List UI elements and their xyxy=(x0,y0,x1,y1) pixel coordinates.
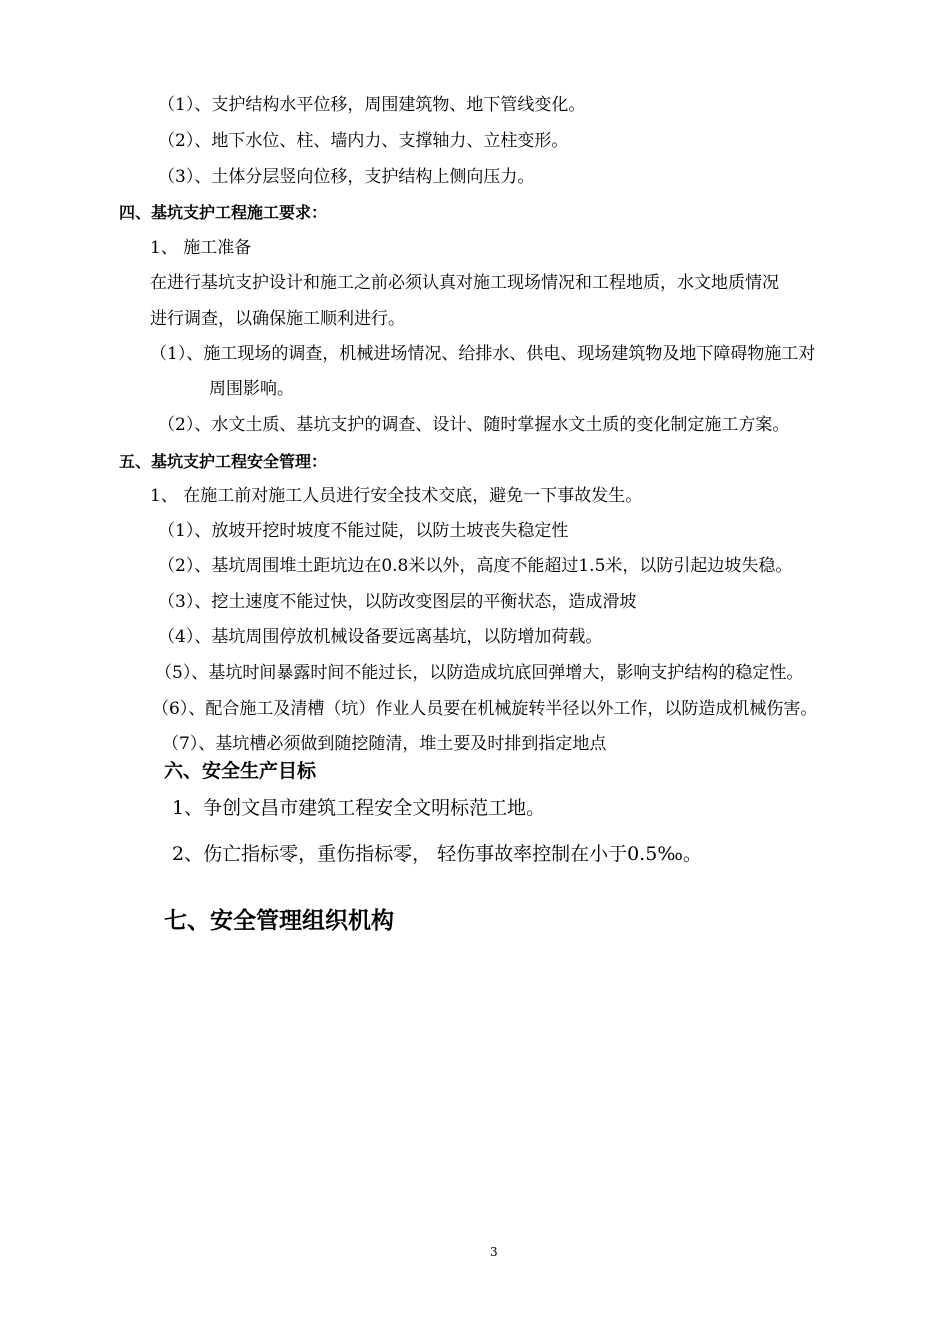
monitoring-item-2: （2）、地下水位、柱、墙内力、支撑轴力、立柱变形。 xyxy=(158,131,569,151)
safety-item-6: （6）、配合施工及清槽（坑）作业人员要在机械旋转半径以外工作，以防造成机械伤害。 xyxy=(152,699,818,719)
page-number: 3 xyxy=(490,1245,498,1259)
safety-goal-2: 2、伤亡指标零，重伤指标零， 轻伤事故率控制在小于0.5‰。 xyxy=(172,843,702,865)
safety-item-7: （7）、基坑槽必须做到随挖随清，堆土要及时排到指定地点 xyxy=(162,734,607,754)
section4-subheading: 1、 施工准备 xyxy=(150,238,252,258)
safety-item-2: （2）、基坑周围堆土距坑边在0.8米以外，高度不能超过1.5米，以防引起边坡失稳。 xyxy=(158,556,793,576)
section7-heading: 七、安全管理组织机构 xyxy=(164,908,394,934)
section4-paragraph-line-2: 进行调查，以确保施工顺利进行。 xyxy=(150,309,405,329)
section4-item-1-line-1: （1）、施工现场的调查，机械进场情况、给排水、供电、现场建筑物及地下障碍物施工对 xyxy=(150,344,816,364)
safety-item-5: （5）、基坑时间暴露时间不能过长，以防造成坑底回弹增大，影响支护结构的稳定性。 xyxy=(155,663,804,683)
monitoring-item-1: （1）、支护结构水平位移，周围建筑物、地下管线变化。 xyxy=(158,95,586,115)
safety-item-3: （3）、挖土速度不能过快，以防改变图层的平衡状态，造成滑坡 xyxy=(158,592,637,612)
section4-item-1-line-2: 周围影响。 xyxy=(209,379,294,399)
safety-item-4: （4）、基坑周围停放机械设备要远离基坑，以防增加荷载。 xyxy=(158,627,603,647)
section4-item-2: （2）、水文土质、基坑支护的调查、设计、随时掌握水文土质的变化制定施工方案。 xyxy=(158,415,790,435)
section4-heading: 四、基坑支护工程施工要求： xyxy=(119,203,328,222)
section4-paragraph-line-1: 在进行基坑支护设计和施工之前必须认真对施工现场情况和工程地质，水文地质情况 xyxy=(150,273,779,293)
section5-subheading: 1、 在施工前对施工人员进行安全技术交底，避免一下事故发生。 xyxy=(150,486,643,506)
monitoring-item-3: （3）、土体分层竖向位移，支护结构上侧向压力。 xyxy=(158,167,535,187)
safety-item-1: （1）、放坡开挖时坡度不能过陡，以防土坡丧失稳定性 xyxy=(158,521,569,541)
section6-heading: 六、安全生产目标 xyxy=(164,760,317,782)
section5-heading: 五、基坑支护工程安全管理： xyxy=(119,452,328,471)
safety-goal-1: 1、争创文昌市建筑工程安全文明标范工地。 xyxy=(172,797,546,819)
